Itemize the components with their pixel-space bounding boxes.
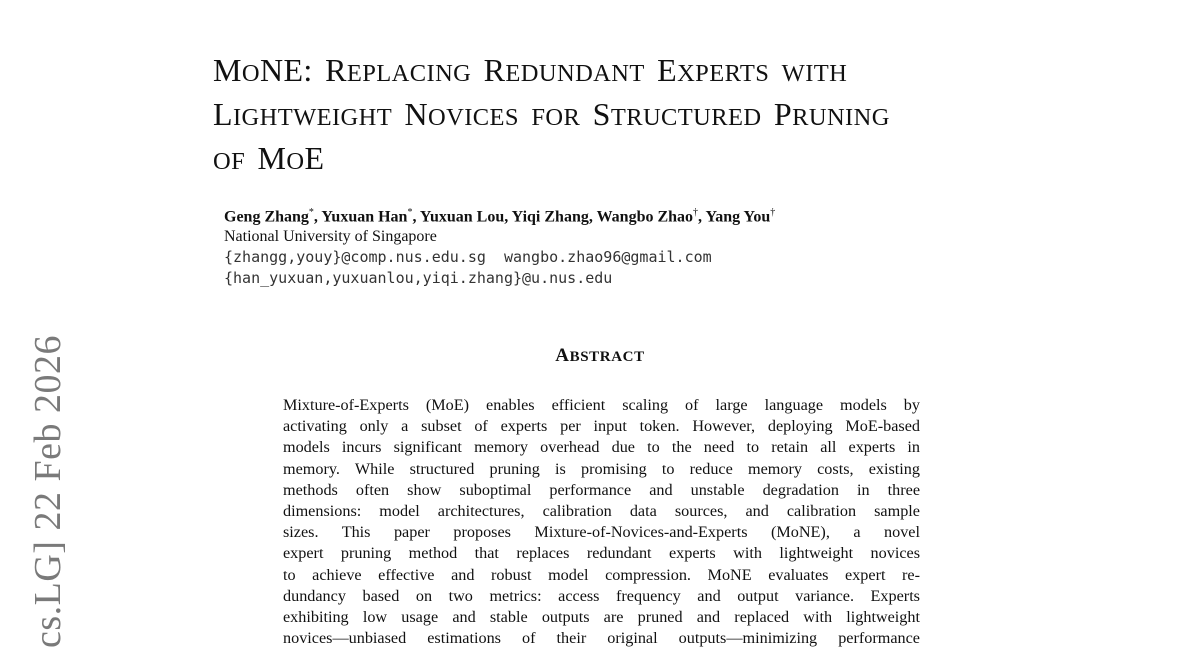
abstract-line: dimensions: model architectures, calibration data sources, and calibration sample (283, 502, 920, 521)
abstract-line: novices—unbiased estimations of their original outputs—minimizing performance (283, 629, 920, 648)
email-line-2: {han_yuxuan,yuxuanlou,yiqi.zhang}@u.nus.edu (224, 269, 613, 288)
author-name: Yuxuan Han (321, 208, 408, 226)
author-mark: † (693, 207, 699, 218)
author-name: Yang You (705, 208, 771, 226)
author-block (224, 203, 984, 289)
author-name: Yuxuan Lou (419, 208, 505, 226)
abstract-line: to achieve effective and robust model compression. MoNE evaluates expert re- (283, 565, 920, 584)
abstract-line: models incurs significant memory overhead due to the need to retain all experts in (283, 438, 920, 457)
abstract-line: expert pruning method that replaces redundant experts with lightweight novices (283, 544, 920, 563)
abstract-line: exhibiting low usage and stable outputs are pruned and replaced with lightweight (283, 608, 920, 627)
abstract-heading: ABSTRACT (555, 345, 645, 366)
title-line-1: MONE: REPLACING REDUNDANT EXPERTS WITH (213, 52, 848, 88)
abstract-line: dundancy based on two metrics: access frequency and output variance. Experts (283, 586, 920, 605)
paper-title (213, 50, 993, 182)
abstract-line: memory. While structured pruning is promising to reduce memory costs, existing (283, 459, 920, 478)
author-name: Wangbo Zhao (596, 208, 694, 226)
abstract-body (283, 395, 920, 649)
abstract-line: Mixture-of-Experts (MoE) enables efficient scaling of large language models by (283, 396, 920, 414)
author-mark: * (308, 207, 314, 218)
title-line-3: OF MOE (213, 140, 325, 176)
author-mark: † (770, 207, 776, 218)
author-name: Yiqi Zhang (511, 208, 589, 226)
email-line-1: {zhangg,youy}@comp.nus.edu.sg wangbo.zhao96@gmail.com (224, 248, 712, 267)
abstract-line: methods often show suboptimal performance and unstable degradation in three (283, 480, 920, 499)
author-mark: * (407, 207, 413, 218)
author-name: Geng Zhang (224, 208, 309, 226)
arxiv-side-stamp: cs.LG] 22 Feb 2026 (27, 335, 69, 648)
affiliation: National University of Singapore (224, 228, 437, 246)
abstract-line: activating only a subset of experts per input token. However, deploying MoE-based (283, 417, 920, 436)
abstract-line: sizes. This paper proposes Mixture-of-Novices-and-Experts (MoNE), a novel (283, 523, 920, 542)
author-list: Geng Zhang*, Yuxuan Han*, Yuxuan Lou, Yiqi Zhang, Wangbo Zhao†, Yang You† (224, 207, 776, 226)
title-line-2: LIGHTWEIGHT NOVICES FOR STRUCTURED PRUNING (213, 96, 890, 132)
